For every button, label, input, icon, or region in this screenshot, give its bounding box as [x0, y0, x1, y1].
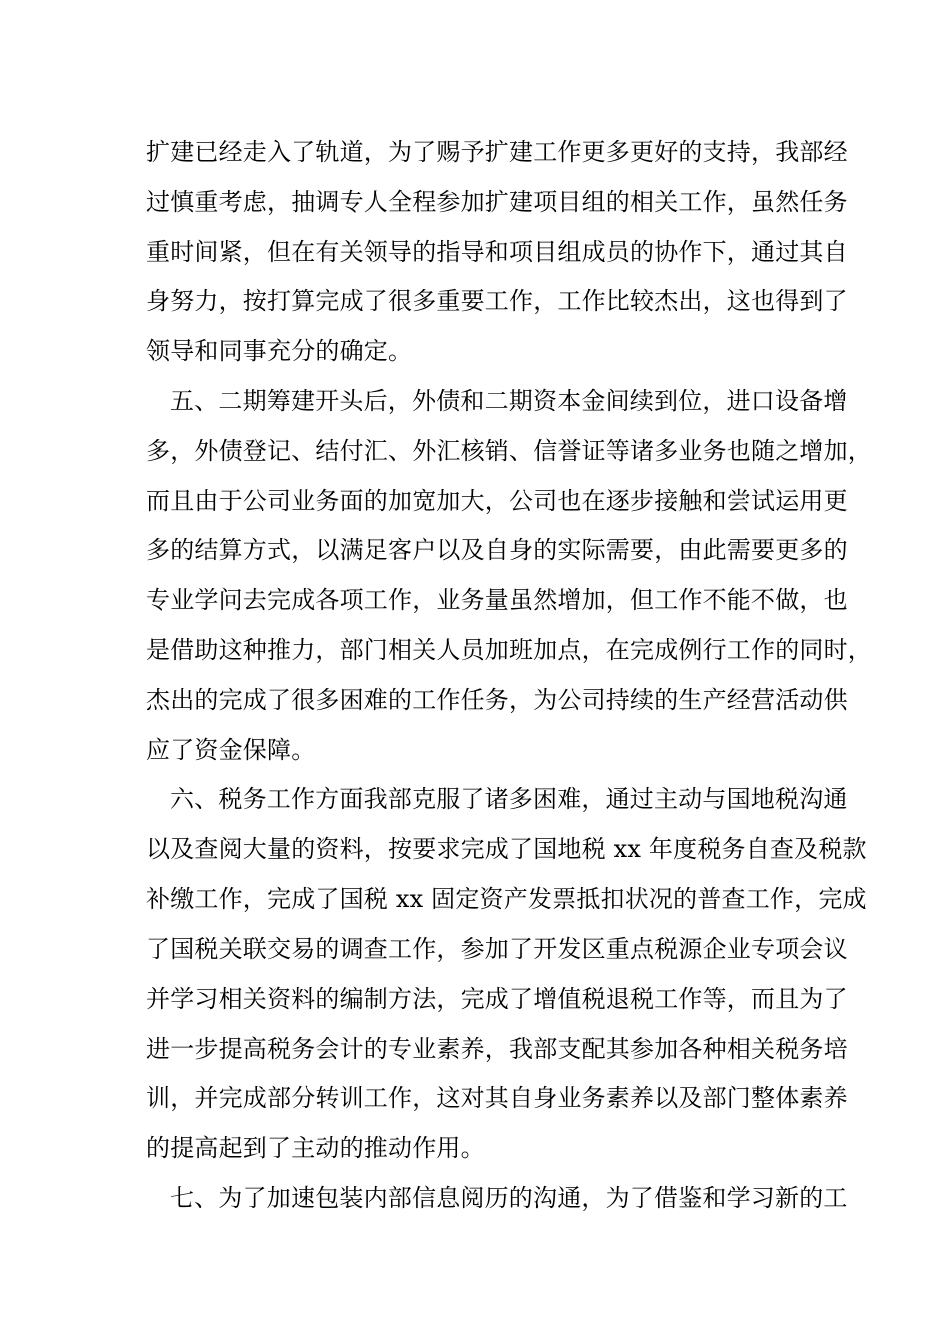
- paragraph-5-first-line: 五、二期筹建开头后，外债和二期资本金间续到位，进口设备增: [170, 387, 848, 415]
- text-line: 了国税关联交易的调查工作，参加了开发区重点税源企业专项会议: [146, 935, 848, 963]
- text-line: 过慎重考虑，抽调专人全程参加扩建项目组的相关工作，虽然任务: [146, 188, 848, 216]
- text-line: 补缴工作，完成了国税 xx 固定资产发票抵扣状况的普查工作，完成: [146, 885, 867, 913]
- text-line: 进一步提高税务会计的专业素养，我部支配其参加各种相关税务培: [146, 1035, 848, 1063]
- text-line: 应了资金保障。: [146, 736, 316, 764]
- text-line: 身努力，按打算完成了很多重要工作，工作比较杰出，这也得到了: [146, 287, 848, 315]
- text-line: 的提高起到了主动的推动作用。: [146, 1134, 485, 1162]
- text-line: 领导和同事充分的确定。: [146, 337, 413, 365]
- text-line: 专业学问去完成各项工作，业务量虽然增加，但工作不能不做，也: [146, 586, 848, 614]
- text-line: 是借助这种推力，部门相关人员加班加点，在完成例行工作的同时，: [146, 636, 872, 664]
- text-line: 重时间紧，但在有关领导的指导和项目组成员的协作下，通过其自: [146, 238, 848, 266]
- text-line: 多的结算方式，以满足客户以及自身的实际需要，由此需要更多的: [146, 536, 848, 564]
- text-line: 以及查阅大量的资料，按要求完成了国地税 xx 年度税务自查及税款: [146, 835, 867, 863]
- text-line: 多，外债登记、结付汇、外汇核销、信誉证等诸多业务也随之增加，: [146, 437, 872, 465]
- paragraph-7-first-line: 七、为了加速包装内部信息阅历的沟通，为了借鉴和学习新的工: [170, 1184, 848, 1212]
- text-line: 训，并完成部分转训工作，这对其自身业务素养以及部门整体素养: [146, 1084, 848, 1112]
- text-line: 而且由于公司业务面的加宽加大，公司也在逐步接触和尝试运用更: [146, 487, 848, 515]
- text-line: 杰出的完成了很多困难的工作任务，为公司持续的生产经营活动供: [146, 686, 848, 714]
- text-line: 扩建已经走入了轨道，为了赐予扩建工作更多更好的支持，我部经: [146, 138, 848, 166]
- paragraph-6-first-line: 六、税务工作方面我部克服了诸多困难，通过主动与国地税沟通: [170, 785, 848, 813]
- text-line: 并学习相关资料的编制方法，完成了增值税退税工作等，而且为了: [146, 985, 848, 1013]
